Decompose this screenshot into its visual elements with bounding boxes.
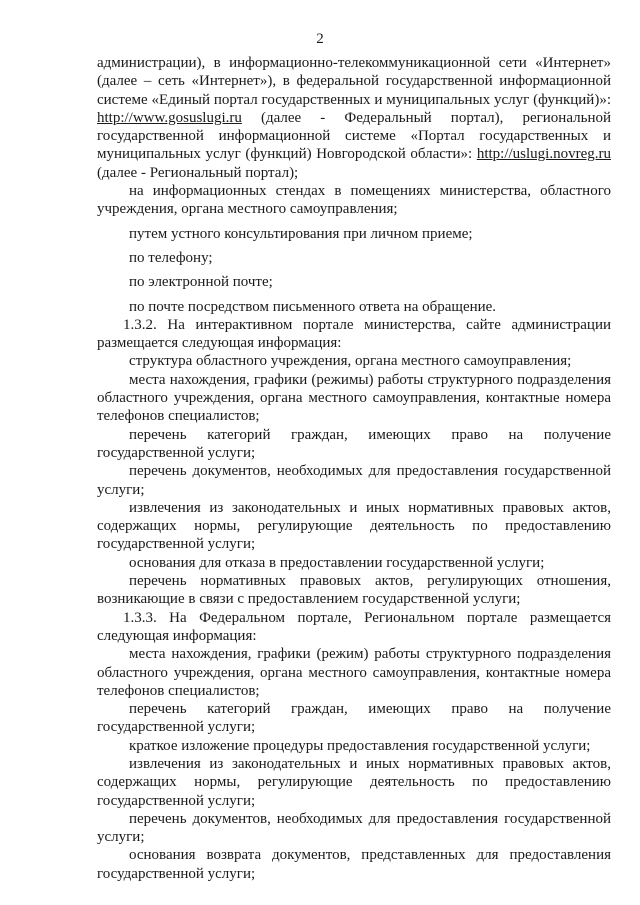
page-number: 2: [316, 31, 324, 47]
paragraph-intro: [97, 54, 611, 182]
gosuslugi-link[interactable]: http://www.gosuslugi.ru: [97, 109, 242, 126]
paragraph-extracts-2: извлечения из законодательных и иных нормативных правовых актов, содержащих нормы, регулирующие деятельность по предоставлению государственной услуги;: [97, 755, 611, 809]
paragraph-1-3-3: 1.3.3. На Федеральном портале, Региональном портале размещается следующая информация:: [97, 609, 611, 644]
paragraph-extracts: извлечения из законодательных и иных нормативных правовых актов, содержащих нормы, регулирующие деятельность по предоставлению государственной услуги;: [97, 499, 611, 553]
paragraph-categories: перечень категорий граждан, имеющих право на получение государственной услуги;: [97, 426, 611, 461]
paragraph-phone: по телефону;: [129, 249, 213, 266]
paragraph-oral: путем устного консультирования при личном приеме;: [129, 225, 473, 242]
intro-text-1: администрации), в информационно-телекоммуникационной сети «Интернет» (далее – сеть «Интернет»), в федеральной государственной информационной системе «Единый портал государственных и муниципальных услуг (функций)»:: [97, 55, 611, 108]
paragraph-structure: структура областного учреждения, органа местного самоуправления;: [129, 353, 572, 370]
paragraph-categories-2: перечень категорий граждан, имеющих право на получение государственной услуги;: [97, 701, 611, 736]
intro-text-3: (далее - Региональный портал);: [97, 164, 299, 181]
paragraph-locations: места нахождения, графики (режимы) работы структурного подразделения областного учреждения, органа местного самоуправления, контактные номера телефонов специалистов;: [97, 371, 611, 425]
document-body: [97, 54, 611, 883]
paragraph-legal-acts: перечень нормативных правовых актов, регулирующих отношения, возникающие в связи с предоставлением государственной услуги;: [97, 573, 611, 608]
novreg-link[interactable]: http://uslugi.novreg.ru: [476, 146, 611, 163]
paragraph-return-grounds: основания возврата документов, представленных для предоставления государственной услуги;: [97, 847, 611, 882]
paragraph-mail: по почте посредством письменного ответа на обращение.: [129, 298, 497, 315]
paragraph-1-3-2: 1.3.2. На интерактивном портале министерства, сайте администрации размещается следующая информация:: [97, 316, 611, 352]
paragraph-locations-2: места нахождения, графики (режим) работы структурного подразделения областного учреждения, органа местного самоуправления, контактные номера телефонов специалистов;: [97, 646, 611, 699]
paragraph-procedure-summary: краткое изложение процедуры предоставления государственной услуги;: [129, 737, 591, 754]
paragraph-documents: перечень документов, необходимых для предоставления государственной услуги;: [97, 463, 611, 498]
paragraph-email: по электронной почте;: [129, 274, 273, 291]
intro-text-2: (далее - Федеральный портал), региональной государственной информационной системе «Портал государственных и муниципальных услуг (функций) Новгородской области»:: [97, 109, 611, 163]
paragraph-documents-2: перечень документов, необходимых для предоставления государственной услуги;: [97, 810, 611, 846]
paragraph-refusal-grounds: основания для отказа в предоставлении государственной услуги;: [129, 554, 545, 571]
paragraph-stands: на информационных стендах в помещениях министерства, областного учреждения, органа местного самоуправления;: [97, 183, 611, 218]
